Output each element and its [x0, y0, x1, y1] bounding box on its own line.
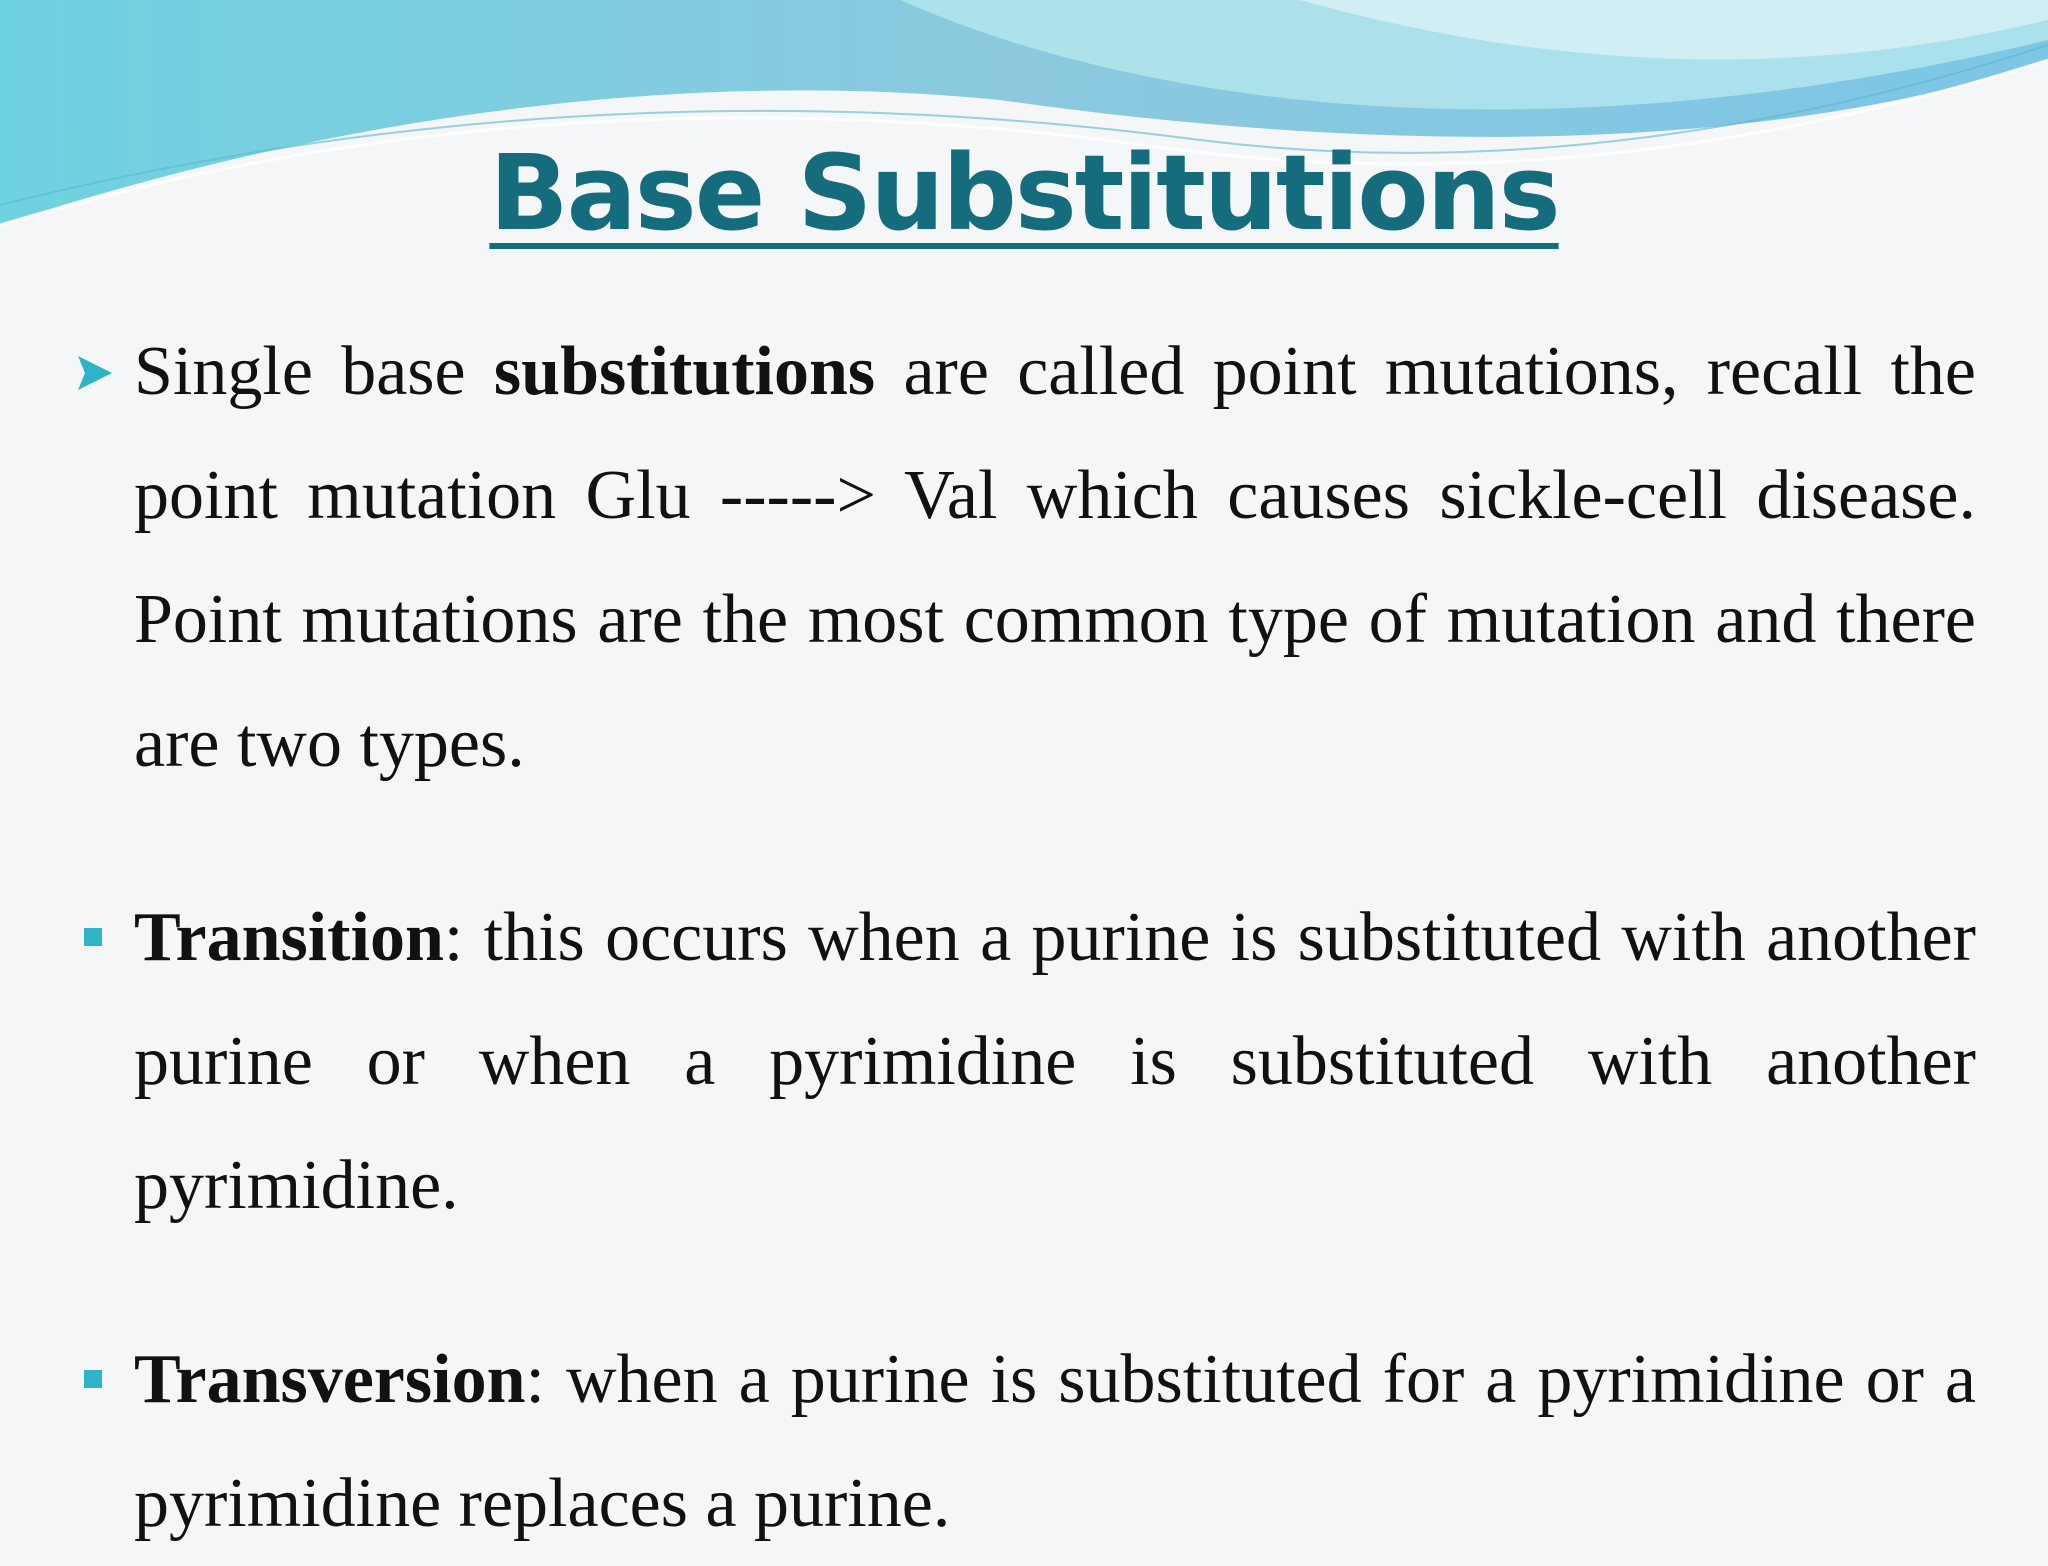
bullet-text: : when a purine is substituted for a pyrimidine or a pyrimidine replaces a purine.: [134, 1341, 1976, 1542]
bullet-term: substitutions: [493, 333, 876, 410]
bullet-text-lead: Single base: [134, 333, 494, 410]
square-icon: [72, 876, 122, 1000]
bullet-term: Transition: [134, 899, 444, 976]
bullet-term: Transversion: [134, 1341, 526, 1418]
list-item: [134, 310, 1976, 806]
bullet-list: [134, 310, 1976, 1566]
slide-title: [0, 128, 2048, 258]
slide-title-text: Base Substitutions: [489, 132, 1559, 254]
arrow-icon: [72, 310, 122, 434]
bullet-text: are called point mutations, recall the point mutation Glu -----> Val which causes sickle-cell disease. Point mutations are the most common type of mutation and there are two types.: [134, 333, 1976, 782]
list-item: [134, 876, 1976, 1248]
square-icon: [72, 1318, 122, 1442]
list-item: [134, 1318, 1976, 1566]
bullet-text: : this occurs when a purine is substituted with another purine or when a pyrimidine is substituted with another pyrimidine.: [134, 899, 1976, 1224]
